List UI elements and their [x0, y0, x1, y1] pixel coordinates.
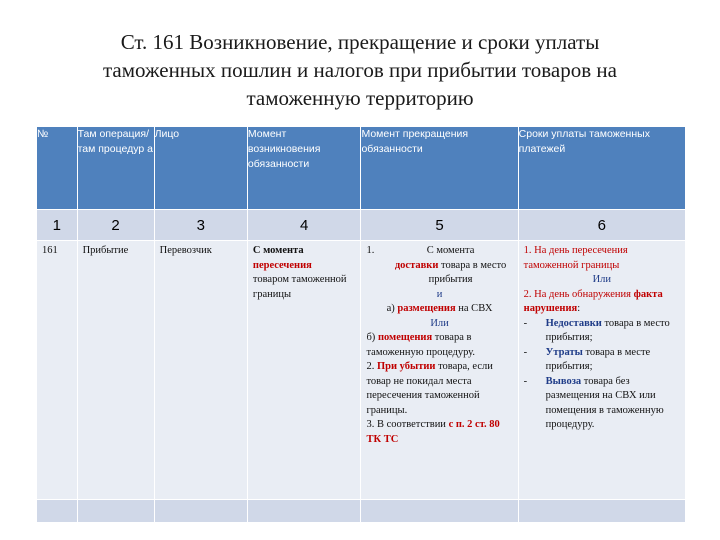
customs-table	[36, 126, 686, 523]
term-2: 2. На день обнаружения факта нарушения:	[523, 288, 663, 314]
col-number: 5	[361, 210, 518, 241]
col-number: 3	[154, 210, 247, 241]
row-moment-start	[247, 241, 361, 500]
end-item-3: 3. В соответствии с п. 2 ст. 80 ТК ТС	[366, 419, 500, 445]
page-title	[40, 28, 680, 112]
end-item-2: 2. При убытии товара, если товар не покидал места пересечения таможенной границы.	[366, 361, 493, 416]
header-moment-start: Момент возникновения обязанности	[247, 127, 361, 210]
col-number: 6	[518, 210, 685, 241]
empty-cell	[77, 500, 154, 523]
table-row	[37, 241, 686, 500]
and-separator: и	[436, 288, 443, 300]
term-dash-item: - Утраты товара в месте прибытия;	[523, 346, 651, 372]
term-dash-item: - Недоставки товара в место прибытия;	[523, 317, 670, 343]
empty-cell	[154, 500, 247, 523]
empty-cell	[518, 500, 685, 523]
col-number: 4	[247, 210, 361, 241]
term-dash-item: - Вывоза товара без размещения на СВХ или помещения в таможенную процедуру.	[523, 375, 664, 430]
title-line-1: Ст. 161 Возникновение, прекращение и сроки уплаты	[120, 30, 600, 54]
end-item-b: б) помещения товара в таможенную процедуру.	[366, 332, 476, 358]
row-num: 161	[37, 241, 78, 500]
empty-cell	[37, 500, 78, 523]
empty-cell	[247, 500, 361, 523]
col-number: 2	[77, 210, 154, 241]
end-item-a: а) размещения на СВХ	[386, 303, 493, 314]
title-line-3: таможенную территорию	[246, 86, 474, 110]
header-operation: Там операция/ там процедур а	[77, 127, 154, 210]
or-separator: Или	[592, 274, 612, 285]
header-row	[37, 127, 686, 210]
empty-cell	[361, 500, 518, 523]
end-item-1: 1. С момента доставки товара в место прибытия	[366, 245, 507, 285]
row-person: Перевозчик	[154, 241, 247, 500]
term-1: 1. На день пересечения таможенной границы	[523, 245, 628, 271]
empty-row	[37, 500, 686, 523]
header-moment-end: Момент прекращения обязанности	[361, 127, 518, 210]
header-num: №	[37, 127, 78, 210]
row-moment-end	[361, 241, 518, 500]
or-separator: Или	[430, 317, 449, 329]
column-number-row	[37, 210, 686, 241]
moment-start-text: С момента пересечения товаром таможенной границы	[252, 245, 347, 300]
row-terms	[518, 241, 685, 500]
header-person: Лицо	[154, 127, 247, 210]
title-line-2: таможенных пошлин и налогов при прибытии товаров на	[103, 58, 617, 82]
col-number: 1	[37, 210, 78, 241]
header-terms: Сроки уплаты таможенных платежей	[518, 127, 685, 210]
row-operation: Прибытие	[77, 241, 154, 500]
